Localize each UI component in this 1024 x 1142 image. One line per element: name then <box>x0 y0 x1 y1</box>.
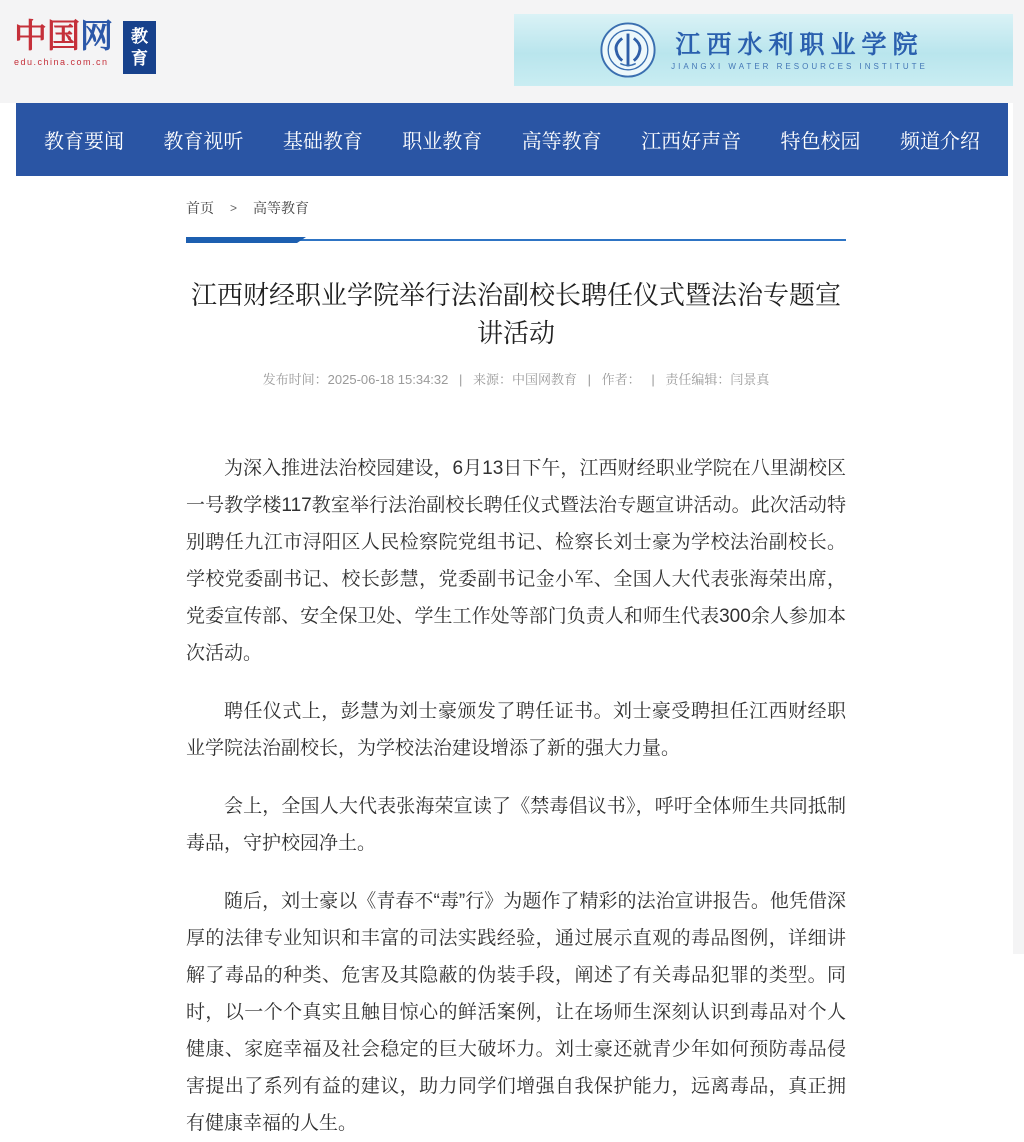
content-area <box>0 176 846 1142</box>
badge-char-bottom: 育 <box>131 48 148 68</box>
article-body <box>186 450 846 1142</box>
meta-source: 来源：中国网教育 <box>473 372 578 388</box>
article-title: 江西财经职业学院举行法治副校长聘任仪式暨法治专题宣讲活动 <box>190 280 841 348</box>
nav-item-jiangxi-voice[interactable]: 江西好声音 <box>641 131 742 153</box>
nav-item-education-news[interactable]: 教育要闻 <box>44 131 124 153</box>
meta-publish-time: 发布时间：2025-06-18 15:34:32 <box>262 372 449 388</box>
badge-char-top: 教 <box>131 26 148 46</box>
nav-item-basic-education[interactable]: 基础教育 <box>282 131 363 153</box>
article-meta <box>186 369 846 388</box>
breadcrumb-current-link[interactable]: 高等教育 <box>253 200 310 216</box>
page-right-gutter <box>1013 103 1024 954</box>
nav-item-featured-campus[interactable]: 特色校园 <box>780 131 861 153</box>
section-divider <box>186 237 846 243</box>
divider-accent-bar <box>186 237 306 243</box>
logo-text-blue: 网 <box>80 17 113 54</box>
article-paragraph: 为深入推进法治校园建设，6月13日下午，江西财经职业学院在八里湖校区一号教学楼117教室举行法治副校长聘任仪式暨法治专题宣讲活动。此次活动特别聘任九江市浔阳区人民检察院党组书记、检察长刘士豪为学校法治副校长。学校党委副书记、校长彭慧，党委副书记金小军、全国人大代表张海荣出席，党委宣传部、安全保卫处、学生工作处等部门负责人和师生代表300余人参加本次活动。 <box>186 458 846 665</box>
breadcrumb-separator: > <box>230 201 238 215</box>
article-paragraph: 随后，刘士豪以《青春不“毒”行》为题作了精彩的法治宣讲报告。他凭借深厚的法律专业知识和丰富的司法实践经验，通过展示直观的毒品图例，详细讲解了毒品的种类、危害及其隐蔽的伪装手段，阐述了有关毒品犯罪的类型。同时，以一个个真实且触目惊心的鲜活案例，让在场师生深刻认识到毒品对个人健康、家庭幸福及社会稳定的巨大破坏力。刘士豪还就青少年如何预防毒品侵害提出了系列有益的建议，助力同学们增强自我保护能力，远离毒品，真正拥有健康幸福的人生。 <box>186 891 846 1135</box>
meta-separator: | <box>587 372 592 388</box>
china-net-logo-characters <box>14 16 113 56</box>
nav-item-education-av[interactable]: 教育视听 <box>163 131 244 153</box>
institute-seal-icon <box>599 21 657 79</box>
main-navigation <box>16 103 1008 176</box>
meta-separator: | <box>459 372 463 388</box>
meta-author: 作者： <box>601 372 641 388</box>
nav-item-vocational-education[interactable]: 职业教育 <box>402 131 483 153</box>
logo-text-red: 中国 <box>14 17 80 54</box>
institute-name-en: JIANGXI WATER RESOURCES INSTITUTE <box>671 61 928 71</box>
meta-separator: | <box>651 372 655 388</box>
article-paragraph: 会上，全国人大代表张海荣宣读了《禁毒倡议书》，呼吁全体师生共同抵制毒品，守护校园净土。 <box>186 796 846 855</box>
institute-banner-text <box>671 30 928 71</box>
china-net-logo[interactable] <box>14 16 113 67</box>
nav-item-higher-education[interactable]: 高等教育 <box>521 131 602 153</box>
institute-banner[interactable] <box>514 14 1013 86</box>
nav-item-channel-intro[interactable]: 频道介绍 <box>899 131 980 153</box>
breadcrumb-home-link[interactable]: 首页 <box>186 200 214 216</box>
education-channel-badge <box>123 21 156 74</box>
institute-name: 江西水利职业学院 <box>675 30 924 59</box>
meta-editor: 责任编辑：闫景真 <box>665 372 770 388</box>
breadcrumb <box>186 198 846 218</box>
header-band <box>0 0 1024 103</box>
article-paragraph: 聘任仪式上，彭慧为刘士豪颁发了聘任证书。刘士豪受聘担任江西财经职业学院法治副校长，为学校法治建设增添了新的强大力量。 <box>186 701 846 760</box>
logo-domain-text: edu.china.com.cn <box>14 57 109 67</box>
